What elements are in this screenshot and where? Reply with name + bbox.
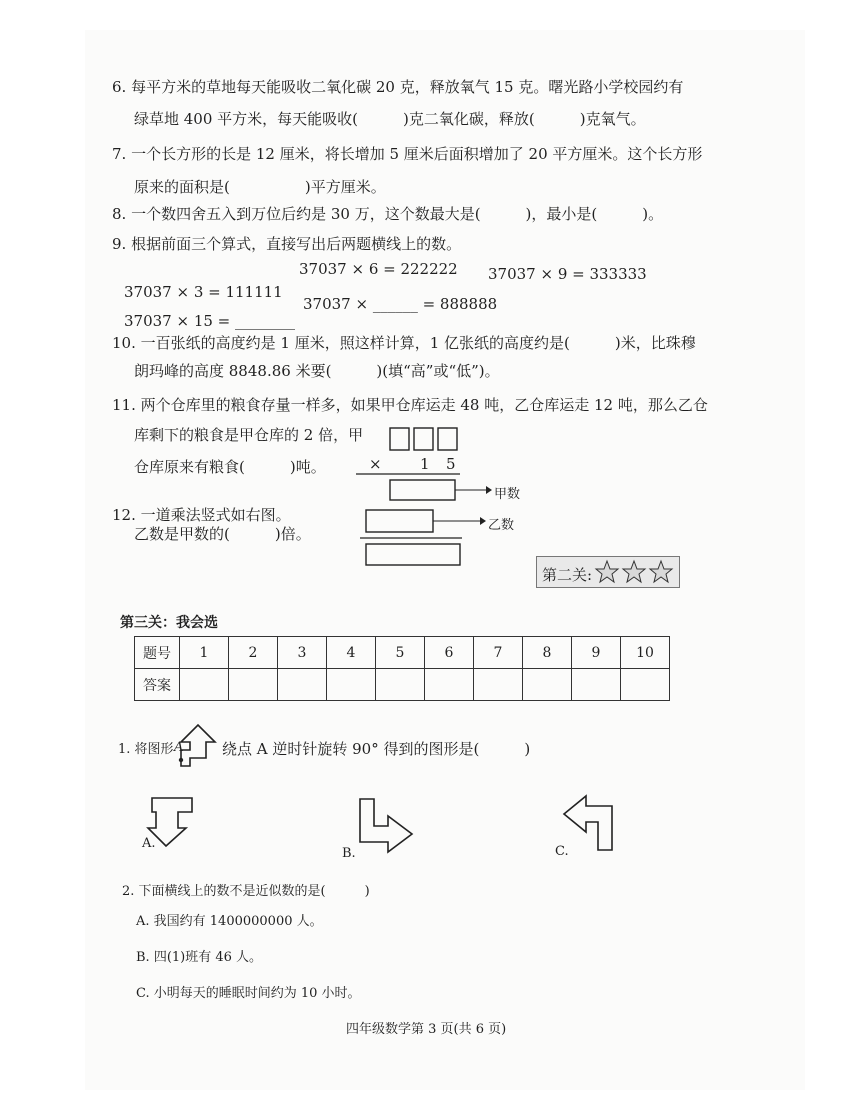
table-cell-number: 2: [229, 637, 278, 669]
answer-cell[interactable]: [621, 669, 670, 701]
table-header-tihao: 题号: [135, 637, 180, 669]
option-c-shape-icon: [560, 794, 620, 854]
star-icon-1: [596, 561, 618, 582]
star-icon-3: [650, 561, 672, 582]
answer-cell[interactable]: [523, 669, 572, 701]
q12-line1: 12. 一道乘法竖式如右图。: [112, 506, 291, 524]
star-icon-2: [623, 561, 645, 582]
q9-eq1: 37037 × 3 = 111111: [124, 283, 283, 301]
arrow-b-head: [480, 517, 486, 525]
mc1-suffix: 绕点 A 逆时针旋转 90° 得到的图形是( ): [222, 740, 531, 758]
mc2-option-b: B. 四(1)班有 46 人。: [136, 950, 263, 965]
q9-eq5: 37037 × ______ = 888888: [303, 295, 498, 313]
mc2-option-a: A. 我国约有 1400000000 人。: [136, 914, 323, 929]
q10-line2: 朗玛峰的高度 8848.86 米要( )(填“高”或“低”)。: [134, 362, 500, 380]
table-cell-number: 1: [180, 637, 229, 669]
answer-cell[interactable]: [474, 669, 523, 701]
answer-cell[interactable]: [376, 669, 425, 701]
digit-box-3: [438, 428, 457, 450]
answer-cell[interactable]: [572, 669, 621, 701]
q9-eq4: 37037 × 15 = ________: [124, 312, 296, 330]
option-a-shape-icon: [148, 790, 208, 850]
q6-line2: 绿草地 400 平方米，每天能吸收( )克二氧化碳，释放( )克氧气。: [134, 110, 646, 128]
table-row-answers: [135, 669, 670, 701]
q9-eq3: 37037 × 9 = 333333: [488, 265, 647, 283]
table-cell-number: 3: [278, 637, 327, 669]
q12-line2: 乙数是甲数的( )倍。: [134, 525, 311, 543]
table-cell-number: 10: [621, 637, 670, 669]
answer-cell[interactable]: [327, 669, 376, 701]
q11-line1: 11. 两个仓库里的粮食存量一样多，如果甲仓库运走 48 吨，乙仓库运走 12 吨，那么乙仓: [112, 396, 708, 414]
answer-cell[interactable]: [180, 669, 229, 701]
times-sign: ×: [369, 455, 382, 473]
answer-cell[interactable]: [278, 669, 327, 701]
q7-line1: 7. 一个长方形的长是 12 厘米，将长增加 5 厘米后面积增加了 20 平方厘米。这个长方形: [112, 145, 703, 163]
table-cell-number: 9: [572, 637, 621, 669]
option-b-label: B.: [342, 846, 356, 861]
section3-title: 第三关：我会选: [120, 615, 218, 631]
table-cell-number: 6: [425, 637, 474, 669]
digit-box-2: [414, 428, 433, 450]
option-b-outline: [360, 799, 412, 852]
q11-line2: 库剩下的粮食是甲仓库的 2 倍，甲: [134, 426, 364, 444]
table-row-numbers: [135, 637, 670, 669]
section2-label: 第二关:: [542, 566, 593, 584]
option-b-shape-icon: [356, 796, 416, 856]
label-yi: 乙数: [488, 518, 515, 533]
section2-badge: [536, 556, 680, 588]
mc1-prefix: 1. 将图形: [118, 742, 174, 757]
q11-line3: 仓库原来有粮食( )吨。: [134, 458, 326, 476]
q9-line1: 9. 根据前面三个算式，直接写出后两题横线上的数。: [112, 235, 462, 253]
star-rating-icon: [595, 560, 675, 584]
mc1-point-label: A: [174, 740, 184, 755]
answer-table: [134, 636, 670, 701]
arrow-a-head: [486, 486, 492, 494]
table-cell-number: 5: [376, 637, 425, 669]
multiplier-digit-2: 5: [446, 455, 456, 473]
partial-product-box-a: [390, 480, 455, 500]
answer-cell[interactable]: [425, 669, 474, 701]
option-c-outline: [564, 796, 612, 850]
rotation-point-dot: [179, 758, 183, 762]
answer-cell[interactable]: [229, 669, 278, 701]
q8-line1: 8. 一个数四舍五入到万位后约是 30 万，这个数最大是( )，最小是( )。: [112, 205, 664, 223]
arrow-shape-original-icon: [176, 722, 220, 774]
multiplier-digit-1: 1: [420, 455, 430, 473]
table-header-daan: 答案: [135, 669, 180, 701]
label-jia: 甲数: [494, 487, 521, 502]
table-cell-number: 7: [474, 637, 523, 669]
q10-line1: 10. 一百张纸的高度约是 1 厘米，照这样计算，1 亿张纸的高度约是( )米，比珠穆: [112, 334, 696, 352]
arrow-shape-outline: [181, 725, 215, 766]
mc2-stem: 2. 下面横线上的数不是近似数的是( ): [122, 884, 370, 899]
option-a-label: A.: [142, 836, 156, 851]
page-footer: 四年级数学第 3 页(共 6 页): [346, 1022, 507, 1037]
product-box: [366, 544, 460, 565]
q7-line2: 原来的面积是( )平方厘米。: [134, 178, 386, 196]
q6-line1: 6. 每平方米的草地每天能吸收二氧化碳 20 克，释放氧气 15 克。曙光路小学校园约有: [112, 78, 684, 96]
option-c-label: C.: [555, 844, 569, 859]
table-cell-number: 8: [523, 637, 572, 669]
partial-product-box-b: [366, 510, 433, 532]
q9-eq2: 37037 × 6 = 222222: [299, 260, 458, 278]
digit-box-1: [390, 428, 409, 450]
table-cell-number: 4: [327, 637, 376, 669]
mc2-option-c: C. 小明每天的睡眠时间约为 10 小时。: [136, 986, 361, 1001]
